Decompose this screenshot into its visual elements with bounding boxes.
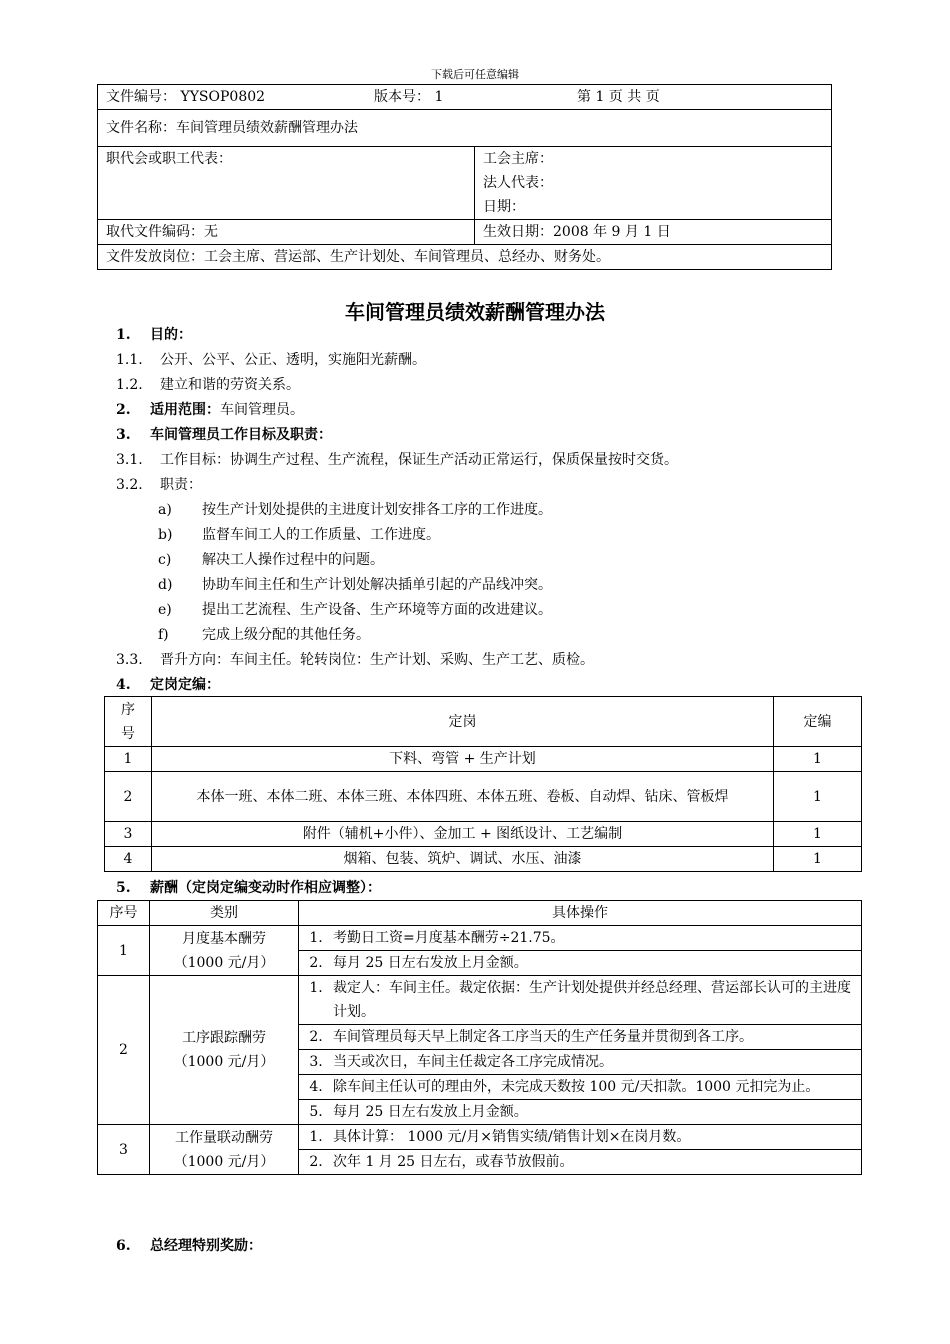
operation-item: 1. 考勤日工资=月度基本酬劳÷21.75。 bbox=[299, 926, 861, 951]
legal-rep-label: 法人代表： bbox=[483, 175, 553, 191]
section-6-heading: 6. 总经理特别奖励： bbox=[116, 1238, 262, 1254]
category-amount: （1000 元/月） bbox=[173, 954, 275, 971]
union-chair-label: 工会主席： bbox=[483, 151, 553, 167]
header-cell: 定编 bbox=[774, 697, 862, 747]
header-note: 下载后可任意编辑 bbox=[431, 68, 519, 81]
section-4-heading: 4. 定岗定编： bbox=[116, 677, 220, 693]
table-row: 1 月度基本酬劳 （1000 元/月） 1. 考勤日工资=月度基本酬劳÷21.75。 2. 每月 25 日左右发放上月金额。 bbox=[98, 926, 862, 976]
table-header-row bbox=[105, 697, 862, 747]
category-amount: （1000 元/月） bbox=[173, 1054, 275, 1070]
distribution-posts: 文件发放岗位：工会主席、营运部、生产计划处、车间管理员、总经办、财务处。 bbox=[98, 245, 832, 270]
table-row: 3 工作量联动酬劳 （1000 元/月） 1. 具体计算： 1000 元/月×销售实绩/销售计划×在岗月数。 2. 次年 1 月 25 日左右，或春节放假前。 bbox=[98, 1125, 862, 1175]
doc-version: 版本号： 1 bbox=[374, 89, 444, 105]
doc-number: 文件编号： YYSOP0802 bbox=[106, 89, 266, 105]
table-row: 4 烟箱、包装、筑炉、调试、水压、油漆 1 bbox=[105, 847, 862, 872]
compensation-table bbox=[97, 900, 862, 1175]
duty-item: d) 协助车间主任和生产计划处解决插单引起的产品线冲突。 bbox=[158, 577, 552, 593]
header-cell: 类别 bbox=[150, 901, 299, 926]
header-cell: 具体操作 bbox=[299, 901, 862, 926]
operation-item: 2. 车间管理员每天早上制定各工序当天的生产任务量并贯彻到各工序。 bbox=[299, 1025, 861, 1050]
category-amount: （1000 元/月） bbox=[173, 1153, 275, 1170]
duty-item: f) 完成上级分配的其他任务。 bbox=[158, 627, 370, 643]
operation-item: 3. 当天或次日，车间主任裁定各工序完成情况。 bbox=[299, 1050, 861, 1075]
duty-item: c) 解决工人操作过程中的问题。 bbox=[158, 552, 384, 568]
item-3-3: 3.3. 晋升方向：车间主任。轮转岗位：生产计划、采购、生产工艺、质检。 bbox=[116, 652, 594, 668]
section-3-heading: 3. 车间管理员工作目标及职责： bbox=[116, 427, 332, 443]
item-3-2: 3.2. 职责： bbox=[116, 477, 202, 493]
page-title: 车间管理员绩效薪酬管理办法 bbox=[345, 300, 605, 324]
section-1-heading: 1. 目的： bbox=[116, 327, 192, 343]
operation-item: 5. 每月 25 日左右发放上月金额。 bbox=[309, 1104, 528, 1120]
effective-date: 生效日期：2008 年 9 月 1 日 bbox=[475, 220, 832, 245]
table-row: 2 本体一班、本体二班、本体三班、本体四班、本体五班、卷板、自动焊、钻床、管板焊 1 bbox=[105, 772, 862, 822]
duty-item: a) 按生产计划处提供的主进度计划安排各工序的工作进度。 bbox=[158, 502, 552, 518]
item-3-1: 3.1. 工作目标：协调生产过程、生产流程，保证生产活动正常运行，保质保量按时交货。 bbox=[116, 452, 678, 468]
table-header-row bbox=[98, 901, 862, 926]
doc-page: 第 1 页 共 页 bbox=[577, 89, 660, 105]
category-name: 月度基本酬劳 bbox=[182, 930, 266, 947]
table-row: 3 附件（辅机+小件）、金加工 + 图纸设计、工艺编制 1 bbox=[105, 822, 862, 847]
operation-item: 1. 具体计算： 1000 元/月×销售实绩/销售计划×在岗月数。 bbox=[299, 1125, 861, 1150]
operation-item: 2. 次年 1 月 25 日左右，或春节放假前。 bbox=[309, 1154, 574, 1170]
section-2-heading: 2. 适用范围：车间管理员。 bbox=[116, 402, 304, 418]
table-row: 2 工序跟踪酬劳 （1000 元/月） 1. 裁定人：车间主任。裁定依据：生产计划处提供并经总经理、营运部长认可的主进度计划。 2. 车间管理员每天早上制定各工序当天的生产任务量并贯彻到各工序。 3. 当天或次日，车间主任裁定各工序完成情况。 4. 除车间主任认可的理由外，未完成天数按 100 元/天扣款。1000 元扣完为止。 5. 每月 25 日左右发放上月金额。 bbox=[98, 976, 862, 1125]
table-row: 1 下料、弯管 + 生产计划 1 bbox=[105, 747, 862, 772]
operation-item: 2. 每月 25 日左右发放上月金额。 bbox=[309, 955, 528, 971]
header-cell: 序号 bbox=[98, 901, 150, 926]
category-name: 工序跟踪酬劳 bbox=[182, 1030, 266, 1046]
date-label: 日期： bbox=[483, 199, 525, 215]
header-cell: 定岗 bbox=[152, 697, 774, 747]
signatures-cell bbox=[475, 147, 832, 220]
item-1-1: 1.1. 公开、公平、公正、透明，实施阳光薪酬。 bbox=[116, 352, 426, 368]
replaced-doc-code: 取代文件编码：无 bbox=[98, 220, 475, 245]
staff-representative: 职代会或职工代表： bbox=[98, 147, 475, 220]
duty-item: e) 提出工艺流程、生产设备、生产环境等方面的改进建议。 bbox=[158, 602, 552, 618]
section-5-heading: 5. 薪酬（定岗定编变动时作相应调整）： bbox=[116, 880, 381, 896]
item-1-2: 1.2. 建立和谐的劳资关系。 bbox=[116, 377, 300, 393]
staffing-table bbox=[104, 696, 862, 872]
operation-item: 4. 除车间主任认可的理由外，未完成天数按 100 元/天扣款。1000 元扣完为止。 bbox=[299, 1075, 861, 1100]
operation-item: 1. 裁定人：车间主任。裁定依据：生产计划处提供并经总经理、营运部长认可的主进度计划。 bbox=[299, 976, 861, 1025]
header-cell: 序号 bbox=[105, 697, 152, 747]
duty-item: b) 监督车间工人的工作质量、工作进度。 bbox=[158, 527, 440, 543]
doc-name: 文件名称：车间管理员绩效薪酬管理办法 bbox=[98, 110, 832, 147]
category-name: 工作量联动酬劳 bbox=[175, 1129, 273, 1146]
document-meta-table bbox=[97, 84, 832, 270]
